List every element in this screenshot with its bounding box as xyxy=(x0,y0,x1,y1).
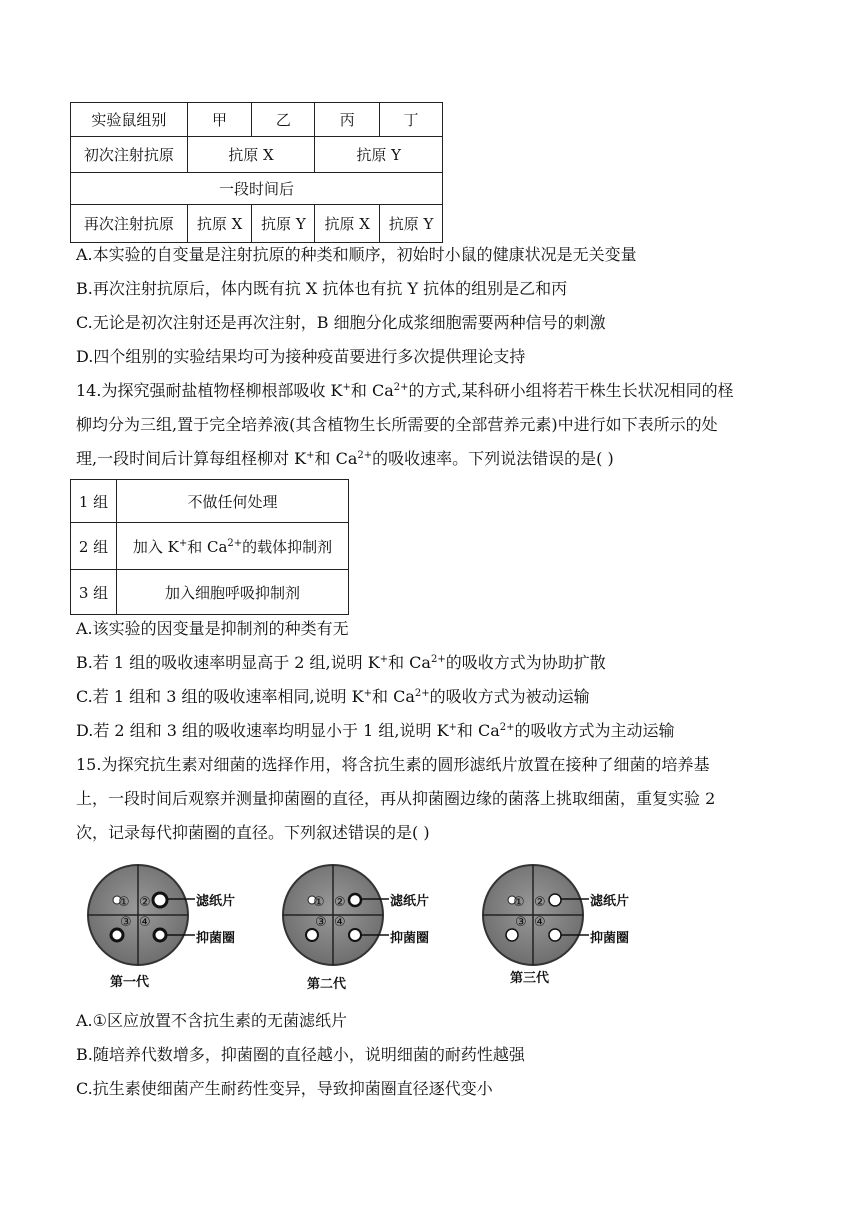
header-yi: 乙 xyxy=(252,103,315,137)
group-2: 2 组 xyxy=(71,523,117,570)
q15-option-b: B.随培养代数增多，抑菌圈的直径越小，说明细菌的耐药性越强 xyxy=(76,1045,525,1064)
header-bing: 丙 xyxy=(315,103,380,137)
second-yi: 抗原 Y xyxy=(252,205,315,243)
region-3-gen2: ③ xyxy=(315,915,327,930)
petri-dish-figure xyxy=(80,855,680,995)
row-second-label: 再次注射抗原 xyxy=(71,205,188,243)
label-zone-gen3: 抑菌圈 xyxy=(590,931,630,946)
q14-stem-line1: 14.为探究强耐盐植物柽柳根部吸收 K+和 $Ca^{2+}$的方式,某科研小组将若干株生长状况相同的柽 xyxy=(76,381,734,400)
group-1: 1 组 xyxy=(71,480,117,523)
region-2-gen3: ② xyxy=(534,895,546,910)
q13-option-b: B.再次注射抗原后，体内既有抗 X 抗体也有抗 Y 抗体的组别是乙和丙 xyxy=(76,279,568,298)
second-bing: 抗原 X xyxy=(315,205,380,243)
group-3: 3 组 xyxy=(71,570,117,615)
q13-option-d: D.四个组别的实验结果均可为接种疫苗要进行多次提供理论支持 xyxy=(76,347,526,366)
q15-stem-line1: 15.为探究抗生素对细菌的选择作用，将含抗生素的圆形滤纸片放置在接种了细菌的培养基 xyxy=(76,755,710,774)
q14-option-a: A.该实验的因变量是抑制剂的种类有无 xyxy=(76,619,349,638)
region-4-gen3: ④ xyxy=(534,915,546,930)
q13-option-c: C.无论是初次注射还是再次注射，B 细胞分化成浆细胞需要两种信号的刺激 xyxy=(76,313,606,332)
initial-antigen-y: 抗原 Y xyxy=(315,137,443,173)
treatment-3: 加入细胞呼吸抑制剂 xyxy=(117,570,349,615)
q15-option-a: A.①区应放置不含抗生素的无菌滤纸片 xyxy=(76,1011,347,1030)
q14-option-b: B.若 1 组的吸收速率明显高于 2 组,说明 K+和 $Ca^{2+}$的吸收方式为协助扩散 xyxy=(76,653,606,672)
q13-option-a: A.本实验的自变量是注射抗原的种类和顺序，初始时小鼠的健康状况是无关变量 xyxy=(76,245,637,264)
initial-antigen-x: 抗原 X xyxy=(187,137,315,173)
region-4-gen2: ④ xyxy=(334,915,346,930)
q14-stem-line3: 理,一段时间后计算每组柽柳对 K+和 $Ca^{2+}$的吸收速率。下列说法错误的是( ) xyxy=(76,449,614,468)
row-middle: 一段时间后 xyxy=(71,173,443,205)
label-zone-gen2: 抑菌圈 xyxy=(390,931,430,946)
petri-dish-drawing xyxy=(80,855,680,995)
row-initial-label: 初次注射抗原 xyxy=(71,137,188,173)
region-2-gen1: ② xyxy=(139,895,151,910)
treatment-2: 加入 K+和 $Ca^{2+}$的载体抑制剂 xyxy=(117,523,349,570)
label-paper-gen1: 滤纸片 xyxy=(196,894,236,909)
header-group: 实验鼠组别 xyxy=(71,103,188,137)
label-paper-gen3: 滤纸片 xyxy=(590,894,630,909)
header-jia: 甲 xyxy=(187,103,252,137)
treatment-1: 不做任何处理 xyxy=(117,480,349,523)
q14-stem-line2: 柳均分为三组,置于完全培养液(其含植物生长所需要的全部营养元素)中进行如下表所示的处 xyxy=(76,415,718,434)
q14-option-c: C.若 1 组和 3 组的吸收速率相同,说明 K+和 $Ca^{2+}$的吸收方式为被动运输 xyxy=(76,687,590,706)
region-1-gen1: ① xyxy=(118,895,130,910)
region-3-gen1: ③ xyxy=(120,915,132,930)
q14-option-d: D.若 2 组和 3 组的吸收速率均明显小于 1 组,说明 K+和 $Ca^{2+}$的吸收方式为主动运输 xyxy=(76,721,675,740)
region-2-gen2: ② xyxy=(334,895,346,910)
header-ding: 丁 xyxy=(380,103,443,137)
caption-gen3: 第三代 xyxy=(510,971,550,986)
region-3-gen3: ③ xyxy=(515,915,527,930)
second-jia: 抗原 X xyxy=(187,205,252,243)
label-zone-gen1: 抑菌圈 xyxy=(196,931,236,946)
region-1-gen3: ① xyxy=(513,895,525,910)
region-1-gen2: ① xyxy=(313,895,325,910)
caption-gen2: 第二代 xyxy=(307,977,347,992)
label-paper-gen2: 滤纸片 xyxy=(390,894,430,909)
caption-gen1: 第一代 xyxy=(110,975,150,990)
second-ding: 抗原 Y xyxy=(380,205,443,243)
region-4-gen1: ④ xyxy=(139,915,151,930)
antigen-table xyxy=(70,102,443,243)
q15-option-c: C.抗生素使细菌产生耐药性变异，导致抑菌圈直径逐代变小 xyxy=(76,1079,493,1098)
q15-stem-line2: 上，一段时间后观察并测量抑菌圈的直径，再从抑菌圈边缘的菌落上挑取细菌，重复实验 2 xyxy=(76,789,716,808)
q15-stem-line3: 次，记录每代抑菌圈的直径。下列叙述错误的是( ) xyxy=(76,823,430,842)
treatment-table xyxy=(70,479,349,615)
